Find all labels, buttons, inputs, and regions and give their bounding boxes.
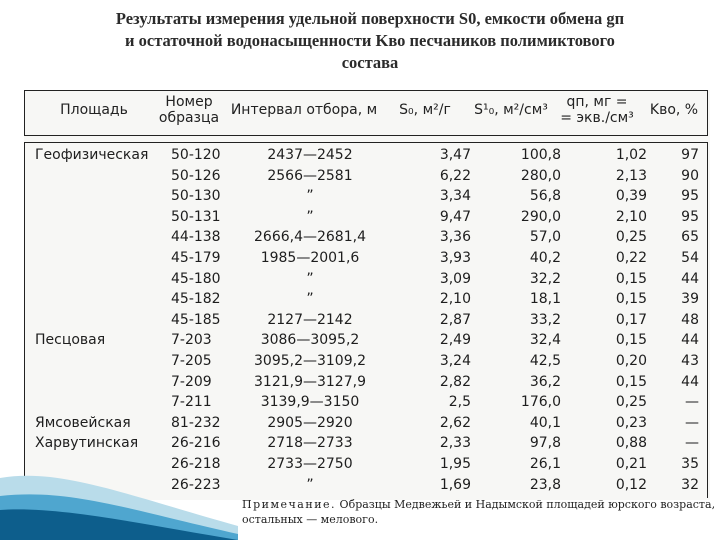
table-body	[24, 142, 708, 498]
cell-kvo: —	[685, 414, 699, 431]
cell-qp: 0,23	[615, 414, 647, 431]
cell-s0: 3,34	[439, 188, 471, 205]
cell-kvo: 54	[681, 250, 699, 266]
cell-sample-number: 7-209	[171, 373, 212, 390]
header-area: Площадь	[60, 102, 128, 118]
cell-s1: 57,0	[529, 229, 561, 246]
cell-s0: 1,95	[439, 456, 471, 472]
cell-kvo: 44	[681, 332, 699, 349]
cell-s1: 32,2	[529, 270, 561, 287]
cell-qp: 0,88	[615, 435, 647, 452]
header-interval: Интервал отбора, м	[230, 102, 378, 118]
table-row	[25, 372, 709, 393]
cell-s0: 6,22	[439, 167, 471, 184]
cell-interval: ”	[306, 208, 314, 225]
cell-sample-number: 50-120	[171, 147, 221, 163]
cell-sample-number: 7-205	[171, 353, 212, 369]
table-row	[25, 351, 709, 372]
cell-qp: 0,15	[615, 332, 647, 349]
table-row	[25, 413, 709, 434]
cell-kvo: —	[685, 394, 699, 411]
cell-sample-number: 7-203	[171, 332, 212, 349]
cell-qp: 0,15	[615, 291, 647, 308]
cell-sample-number: 45-182	[171, 291, 221, 308]
table-row	[25, 207, 709, 228]
cell-s0: 3,09	[439, 270, 471, 287]
cell-qp: 0,15	[615, 270, 647, 287]
cell-s0: 1,69	[439, 476, 471, 493]
cell-kvo: 44	[681, 373, 699, 390]
table-row	[25, 269, 709, 290]
cell-kvo: 65	[681, 229, 699, 246]
cell-s1: 56,8	[529, 188, 561, 205]
cell-kvo: 48	[681, 311, 699, 328]
table-row	[25, 186, 709, 207]
cell-area: Геофизическая	[35, 147, 149, 163]
cell-qp: 0,22	[615, 250, 647, 266]
cell-qp: 0,39	[615, 188, 647, 205]
note-text: Образцы Медвежьей и Надымской площадей юрского возраста, остальных — мелового.	[242, 498, 716, 526]
cell-kvo: 95	[681, 208, 699, 225]
cell-area: Ямсовейская	[35, 414, 131, 431]
cell-qp: 0,15	[615, 373, 647, 390]
cell-s1: 176,0	[520, 394, 561, 411]
table-row	[25, 145, 709, 166]
cell-qp: 0,21	[615, 456, 647, 472]
cell-s1: 290,0	[520, 208, 561, 225]
cell-sample-number: 45-180	[171, 270, 221, 287]
cell-s0: 2,87	[439, 311, 471, 328]
cell-interval: 2733—2750	[267, 456, 353, 472]
title-line-3: состава	[341, 53, 399, 72]
cell-s0: 3,24	[439, 353, 471, 369]
cell-interval: ”	[306, 476, 314, 493]
cell-area: Харвутинская	[35, 435, 139, 452]
cell-s1: 280,0	[520, 167, 561, 184]
cell-qp: 0,12	[615, 476, 647, 493]
cell-sample-number: 81-232	[171, 414, 221, 431]
cell-interval: ”	[306, 270, 314, 287]
cell-interval: 1985—2001,6	[260, 250, 360, 266]
table-row	[25, 166, 709, 187]
cell-sample-number: 7-211	[171, 394, 212, 411]
cell-interval: 2905—2920	[267, 414, 353, 431]
cell-interval: 3139,9—3150	[260, 394, 360, 411]
cell-s1: 40,2	[529, 250, 561, 266]
cell-sample-number: 50-130	[171, 188, 221, 205]
cell-s1: 23,8	[529, 476, 561, 493]
cell-kvo: 43	[681, 353, 699, 369]
cell-qp: 1,02	[615, 147, 647, 163]
cell-kvo: 90	[681, 167, 699, 184]
cell-interval: ”	[306, 188, 314, 205]
cell-qp: 2,13	[615, 167, 647, 184]
table-note	[242, 497, 720, 527]
cell-s1: 42,5	[529, 353, 561, 369]
header-sample: Номер образца	[158, 94, 220, 126]
header-s1: S¹₀, м²/см³	[474, 102, 548, 118]
cell-s1: 33,2	[529, 311, 561, 328]
cell-sample-number: 44-138	[171, 229, 221, 246]
cell-kvo: 97	[681, 147, 699, 163]
cell-qp: 0,20	[615, 353, 647, 369]
cell-sample-number: 26-216	[171, 435, 221, 452]
cell-kvo: 95	[681, 188, 699, 205]
table-row	[25, 310, 709, 331]
cell-kvo: —	[685, 435, 699, 452]
cell-s1: 100,8	[520, 147, 561, 163]
title-line-2: и остаточной водонасыщенности Kво песчаников полимиктового	[125, 31, 615, 50]
cell-kvo: 39	[681, 291, 699, 308]
cell-interval: 2127—2142	[267, 311, 353, 328]
table-row	[25, 248, 709, 269]
table-header	[24, 90, 708, 136]
slide-title	[30, 8, 710, 74]
cell-sample-number: 50-131	[171, 208, 221, 225]
cell-interval: ”	[306, 291, 314, 308]
table-row	[25, 392, 709, 413]
cell-area: Песцовая	[35, 332, 106, 349]
cell-qp: 0,25	[615, 229, 647, 246]
cell-s0: 2,82	[439, 373, 471, 390]
cell-s0: 2,33	[439, 435, 471, 452]
table-row	[25, 330, 709, 351]
cell-interval: 2718—2733	[267, 435, 353, 452]
cell-s1: 40,1	[529, 414, 561, 431]
cell-s1: 97,8	[529, 435, 561, 452]
cell-qp: 0,17	[615, 311, 647, 328]
cell-s0: 3,36	[439, 229, 471, 246]
cell-s0: 2,5	[448, 394, 471, 411]
table-row	[25, 289, 709, 310]
cell-s0: 3,93	[439, 250, 471, 266]
cell-qp: 0,25	[615, 394, 647, 411]
cell-interval: 3086—3095,2	[260, 332, 360, 349]
cell-s1: 32,4	[529, 332, 561, 349]
cell-interval: 3095,2—3109,2	[254, 353, 366, 369]
cell-sample-number: 45-179	[171, 250, 221, 266]
header-kvo: Kво, %	[649, 102, 699, 118]
header-s0: S₀, м²/г	[399, 102, 451, 118]
cell-s0: 2,62	[439, 414, 471, 431]
cell-qp: 2,10	[615, 208, 647, 225]
cell-interval: 2666,4—2681,4	[254, 229, 366, 246]
cell-s0: 2,49	[439, 332, 471, 349]
cell-interval: 3121,9—3127,9	[254, 373, 366, 390]
cell-kvo: 35	[681, 456, 699, 472]
cell-kvo: 44	[681, 270, 699, 287]
cell-interval: 2566—2581	[267, 167, 353, 184]
cell-sample-number: 26-218	[171, 456, 221, 472]
cell-s1: 18,1	[529, 291, 561, 308]
cell-s1: 36,2	[529, 373, 561, 390]
scanned-table	[24, 90, 710, 500]
cell-s1: 26,1	[529, 456, 561, 472]
decorative-wave-band	[0, 448, 238, 540]
table-row	[25, 227, 709, 248]
cell-sample-number: 26-223	[171, 476, 221, 493]
cell-interval: 2437—2452	[267, 147, 353, 163]
title-line-1: Результаты измерения удельной поверхности S0, емкости обмена gп	[115, 9, 625, 28]
cell-kvo: 32	[681, 476, 699, 493]
note-label: Примечание.	[242, 498, 337, 511]
header-qp: qп, мг = = экв./см³	[560, 94, 634, 126]
cell-sample-number: 50-126	[171, 167, 221, 184]
cell-s0: 9,47	[439, 208, 471, 225]
cell-s0: 2,10	[439, 291, 471, 308]
cell-s0: 3,47	[439, 147, 471, 163]
cell-sample-number: 45-185	[171, 311, 221, 328]
